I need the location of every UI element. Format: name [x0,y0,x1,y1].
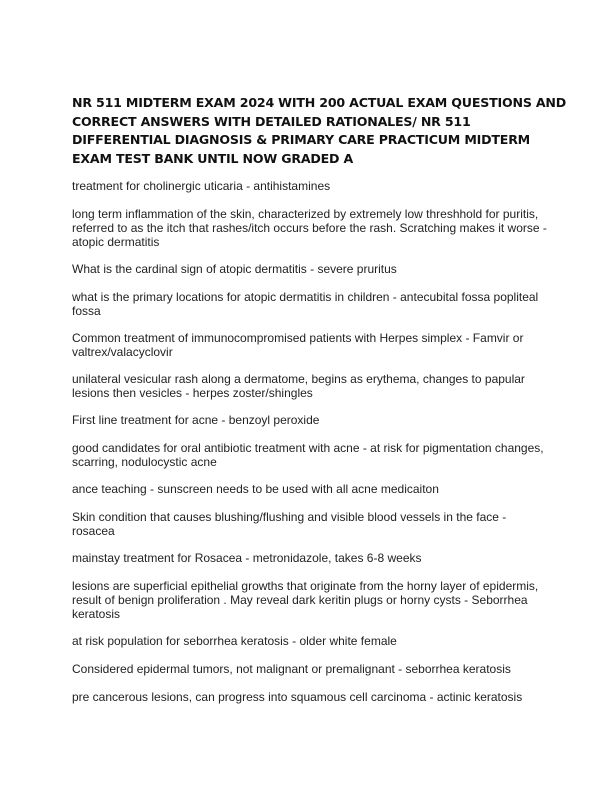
qa-entry: unilateral vesicular rash along a dermatome, begins as erythema, changes to papular lesions then vesicles - herpes zoster/shingles [72,372,525,400]
qa-entry: what is the primary locations for atopic dermatitis in children - antecubital fossa popliteal fossa [72,290,539,318]
qa-entry: treatment for cholinergic uticaria - antihistamines [72,179,331,193]
qa-entry: mainstay treatment for Rosacea - metronidazole, takes 6-8 weeks [72,551,422,565]
title-line: DIFFERENTIAL DIAGNOSIS & PRIMARY CARE PRACTICUM MIDTERM [72,132,531,147]
qa-entry: at risk population for seborrhea keratosis - older white female [72,634,397,648]
qa-entry: Considered epidermal tumors, not malignant or premalignant - seborrhea keratosis [72,662,511,676]
document-title [72,94,567,168]
qa-entry: long term inflammation of the skin, characterized by extremely low threshhold for puritis, referred to as the itch that rashes/itch occurs before the rash. Scratching makes it worse - atopic dermatitis [72,207,547,249]
title-line: NR 511 MIDTERM EXAM 2024 WITH 200 ACTUAL EXAM QUESTIONS AND [72,95,567,110]
title-line: EXAM TEST BANK UNTIL NOW GRADED A [72,150,354,166]
qa-entry: ance teaching - sunscreen needs to be used with all acne medicaiton [72,482,439,496]
qa-entry: First line treatment for acne - benzoyl peroxide [72,413,320,427]
qa-entry: lesions are superficial epithelial growths that originate from the horny layer of epidermis, result of benign proliferation . May reveal dark keritin plugs or horny cysts - Seborrhea keratosis [72,579,539,621]
title-line: CORRECT ANSWERS WITH DETAILED RATIONALES/ NR 511 [72,113,471,129]
qa-entry: Common treatment of immunocompromised patients with Herpes simplex - Famvir or valtrex/valacyclovir [72,331,524,359]
qa-entry: pre cancerous lesions, can progress into squamous cell carcinoma - actinic keratosis [72,690,523,704]
qa-entry: What is the cardinal sign of atopic dermatitis - severe pruritus [72,262,397,276]
qa-entry: good candidates for oral antibiotic treatment with acne - at risk for pigmentation changes, scarring, nodulocystic acne [72,441,544,469]
qa-entry: Skin condition that causes blushing/flushing and visible blood vessels in the face - rosacea [72,510,507,538]
